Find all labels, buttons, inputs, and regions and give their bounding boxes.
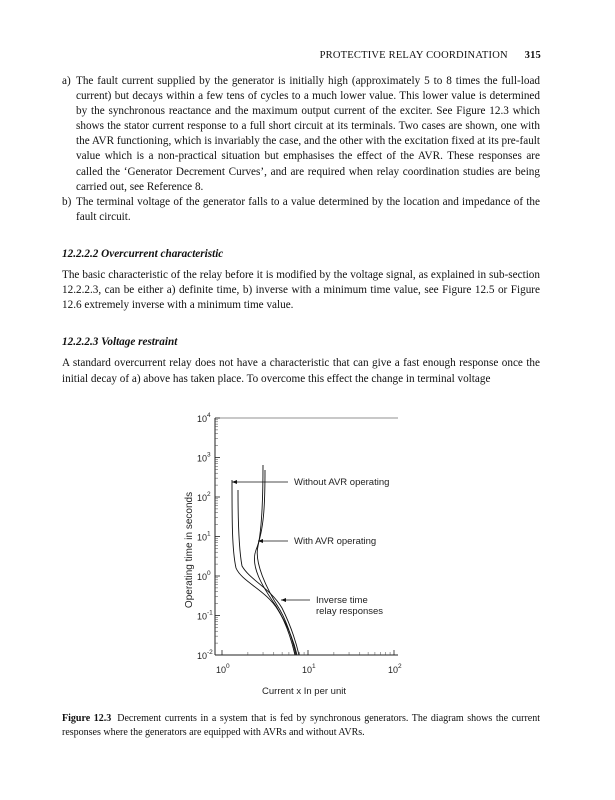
list-item-text: The terminal voltage of the generator falls to a value determined by the location and impedance of the fault circuit. — [76, 195, 540, 223]
y-tick-label: $10^3$ — [197, 451, 211, 464]
body-text — [62, 74, 540, 387]
label-inverse-line2: relay responses — [316, 606, 384, 617]
section-heading: 12.2.2.2 Overcurrent characteristic — [62, 247, 224, 260]
y-tick-label: $10^{-2}$ — [197, 649, 213, 661]
x-tick-label: $10^1$ — [302, 663, 316, 675]
curve-with-avr-2 — [238, 490, 299, 655]
list-item-label: a) — [62, 75, 71, 87]
list-item-b — [62, 195, 540, 225]
paragraph: A standard overcurrent relay does not have a characteristic that can give a fast enough response once the initial decay of a) above has taken place. To overcome this effect the change in terminal voltage — [62, 357, 540, 385]
running-header — [320, 50, 541, 61]
y-tick-label: $10^2$ — [197, 491, 211, 503]
x-tick-group — [216, 650, 402, 675]
label-inverse-line1: Inverse time — [316, 595, 368, 606]
x-tick-label: $10^2$ — [388, 663, 402, 675]
x-axis-label: Current x In per unit — [262, 686, 346, 697]
caption-text: Decrement currents in a system that is fed by synchronous generators. The diagram shows the current responses where the generators are equipped with AVRs and without AVRs. — [62, 713, 540, 738]
list-item-a — [62, 74, 540, 195]
arrow-head-icon — [281, 598, 286, 602]
label-without-avr: Without AVR operating — [294, 477, 390, 488]
figure-caption — [62, 712, 540, 739]
figure — [170, 410, 430, 705]
y-tick-label: $10^0$ — [197, 570, 211, 582]
section-heading: 12.2.2.3 Voltage restraint — [62, 336, 178, 349]
arrow-head-icon — [232, 480, 237, 484]
y-tick-label: $10^1$ — [197, 530, 211, 543]
page-number: 315 — [524, 50, 541, 61]
decrement-curve-diagram — [170, 410, 430, 705]
label-with-avr: With AVR operating — [294, 536, 377, 547]
list-item-text: The fault current supplied by the generator is initially high (approximately 5 to 8 times the full-load current) but decays within a few tens of cycles to a much lower value. This lower value is determined by the synchronous reactance and the maximum output current of the exciter. See Figure 12.3 which shows the stator current response to a full short circuit at its terminals. Two cases are shown, one with the AVR functioning, which is invariably the case, and the other with the excitation fixed at its pre-fault value which is a non-practical situation but emphasises the effect of the AVR. These responses are called the ‘Generator Decrement Curves’, and are required when relay coordination studies are being carried out, see Reference 8. — [76, 75, 540, 193]
x-tick-label: $10^0$ — [216, 663, 230, 675]
caption-label: Figure 12.3 — [62, 713, 112, 724]
y-axis-label: Operating time in seconds — [184, 491, 195, 609]
y-tick-group — [197, 412, 220, 661]
list-item-label: b) — [62, 195, 72, 208]
y-tick-label: $10^4$ — [197, 412, 211, 424]
running-title: PROTECTIVE RELAY COORDINATION — [319, 50, 508, 61]
y-tick-label: $10^{-1}$ — [197, 609, 213, 622]
paragraph: The basic characteristic of the relay before it is modified by the voltage signal, as explained in sub-section 12.2.2.3, can be either a) definite time, b) inverse with a minimum time value, see Figure 12.5 or Figure 12.6 extremely inverse with a minimum time value. — [62, 269, 540, 312]
curve-without-avr-1 — [254, 470, 295, 655]
